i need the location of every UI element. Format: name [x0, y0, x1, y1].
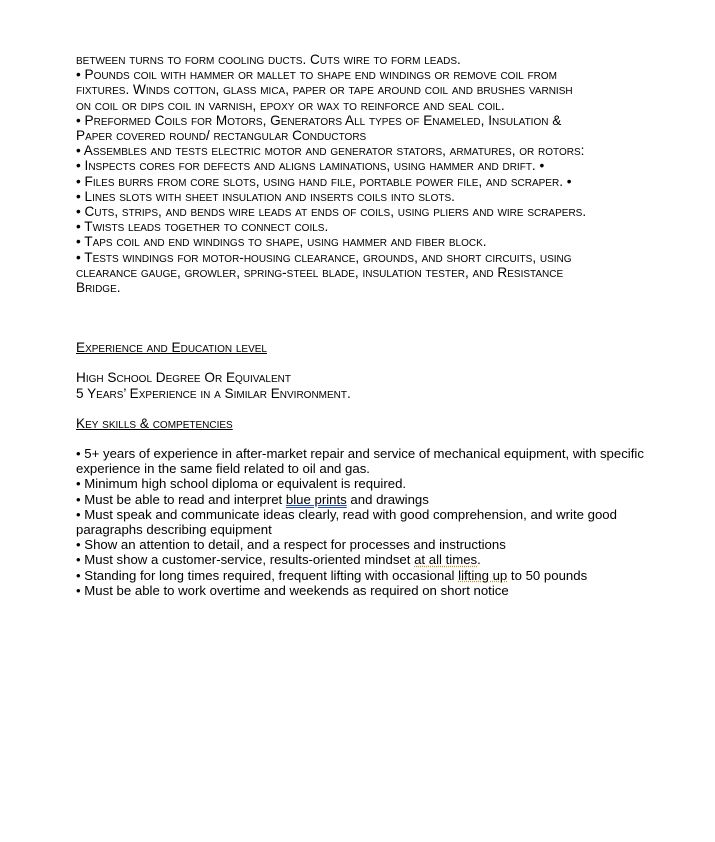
document-page — [76, 52, 676, 598]
duty-line: Bridge. — [76, 280, 121, 296]
duty-line: between turns to form cooling ducts. Cuts wire to form leads. — [76, 52, 461, 67]
duty-line: fixtures. Winds cotton, glass mica, paper or tape around coil and brushes varnish — [76, 82, 573, 98]
duties-section — [76, 52, 676, 295]
duty-line: • Assembles and tests electric motor and generator stators, armatures, or rotors: — [76, 143, 585, 159]
duty-line: • Tests windings for motor-housing clearance, grounds, and short circuits, using — [76, 249, 572, 265]
style-flag-lifting-up[interactable]: lifting up — [458, 567, 508, 583]
duty-line: Paper covered round/ rectangular Conductors — [76, 128, 367, 144]
duty-line: • Inspects cores for defects and aligns laminations, using hammer and drift. • — [76, 158, 545, 174]
skill-item — [76, 492, 676, 507]
duty-line: • Preformed Coils for Motors, Generators All types of Enameled, Insulation & — [76, 112, 562, 128]
experience-requirement: 5 Years’ Experience in a Similar Environment. — [76, 385, 351, 401]
duty-line: • Lines slots with sheet insulation and inserts coils into slots. — [76, 188, 455, 204]
skill-text: . — [477, 552, 481, 568]
duty-line: • Pounds coil with hammer or mallet to shape end windings or remove coil from — [76, 67, 557, 83]
duty-line: on coil or dips coil in varnish, epoxy or wax to reinforce and seal coil. — [76, 97, 505, 113]
duty-line: • Taps coil and end windings to shape, using hammer and fiber block. — [76, 234, 487, 250]
duty-line: • Twists leads together to connect coils. — [76, 219, 329, 235]
skill-item: • Must be able to work overtime and weekends as required on short notice — [76, 582, 509, 598]
skill-item — [76, 568, 676, 583]
experience-heading: Experience and Education level — [76, 340, 267, 356]
experience-section — [76, 340, 676, 401]
skill-text: • Standing for long times required, frequent lifting with occasional — [76, 567, 459, 583]
skill-item: • Must speak and communicate ideas clearly, read with good comprehension, and write good paragraphs describing equipment — [76, 506, 617, 538]
duty-line: • Cuts, strips, and bends wire leads at ends of coils, using pliers and wire scrapers. — [76, 204, 587, 220]
grammar-flag-blue-prints[interactable]: blue prints — [285, 491, 347, 507]
skill-item: • Show an attention to detail, and a respect for processes and instructions — [76, 537, 506, 553]
duty-line: • Files burrs from core slots, using hand file, portable power file, and scraper. • — [76, 173, 572, 189]
skills-section — [76, 416, 676, 598]
skills-heading: Key skills & competencies — [76, 415, 233, 431]
duty-line: clearance gauge, growler, spring-steel blade, insulation tester, and Resistance — [76, 264, 564, 280]
skill-text: to 50 pounds — [507, 567, 588, 583]
skill-item — [76, 552, 676, 567]
skill-text: and drawings — [346, 491, 429, 507]
skill-text: • Must show a customer-service, results-oriented mindset — [76, 552, 415, 568]
skill-text: • Must be able to read and interpret — [76, 491, 286, 507]
style-flag-at-all-times[interactable]: at all times — [414, 552, 478, 568]
education-requirement: High School Degree Or Equivalent — [76, 370, 291, 386]
skill-item: • Minimum high school diploma or equivalent is required. — [76, 476, 407, 492]
skill-item: • 5+ years of experience in after-market repair and service of mechanical equipment, with specific experience in the same field related to oil and gas. — [76, 446, 644, 477]
